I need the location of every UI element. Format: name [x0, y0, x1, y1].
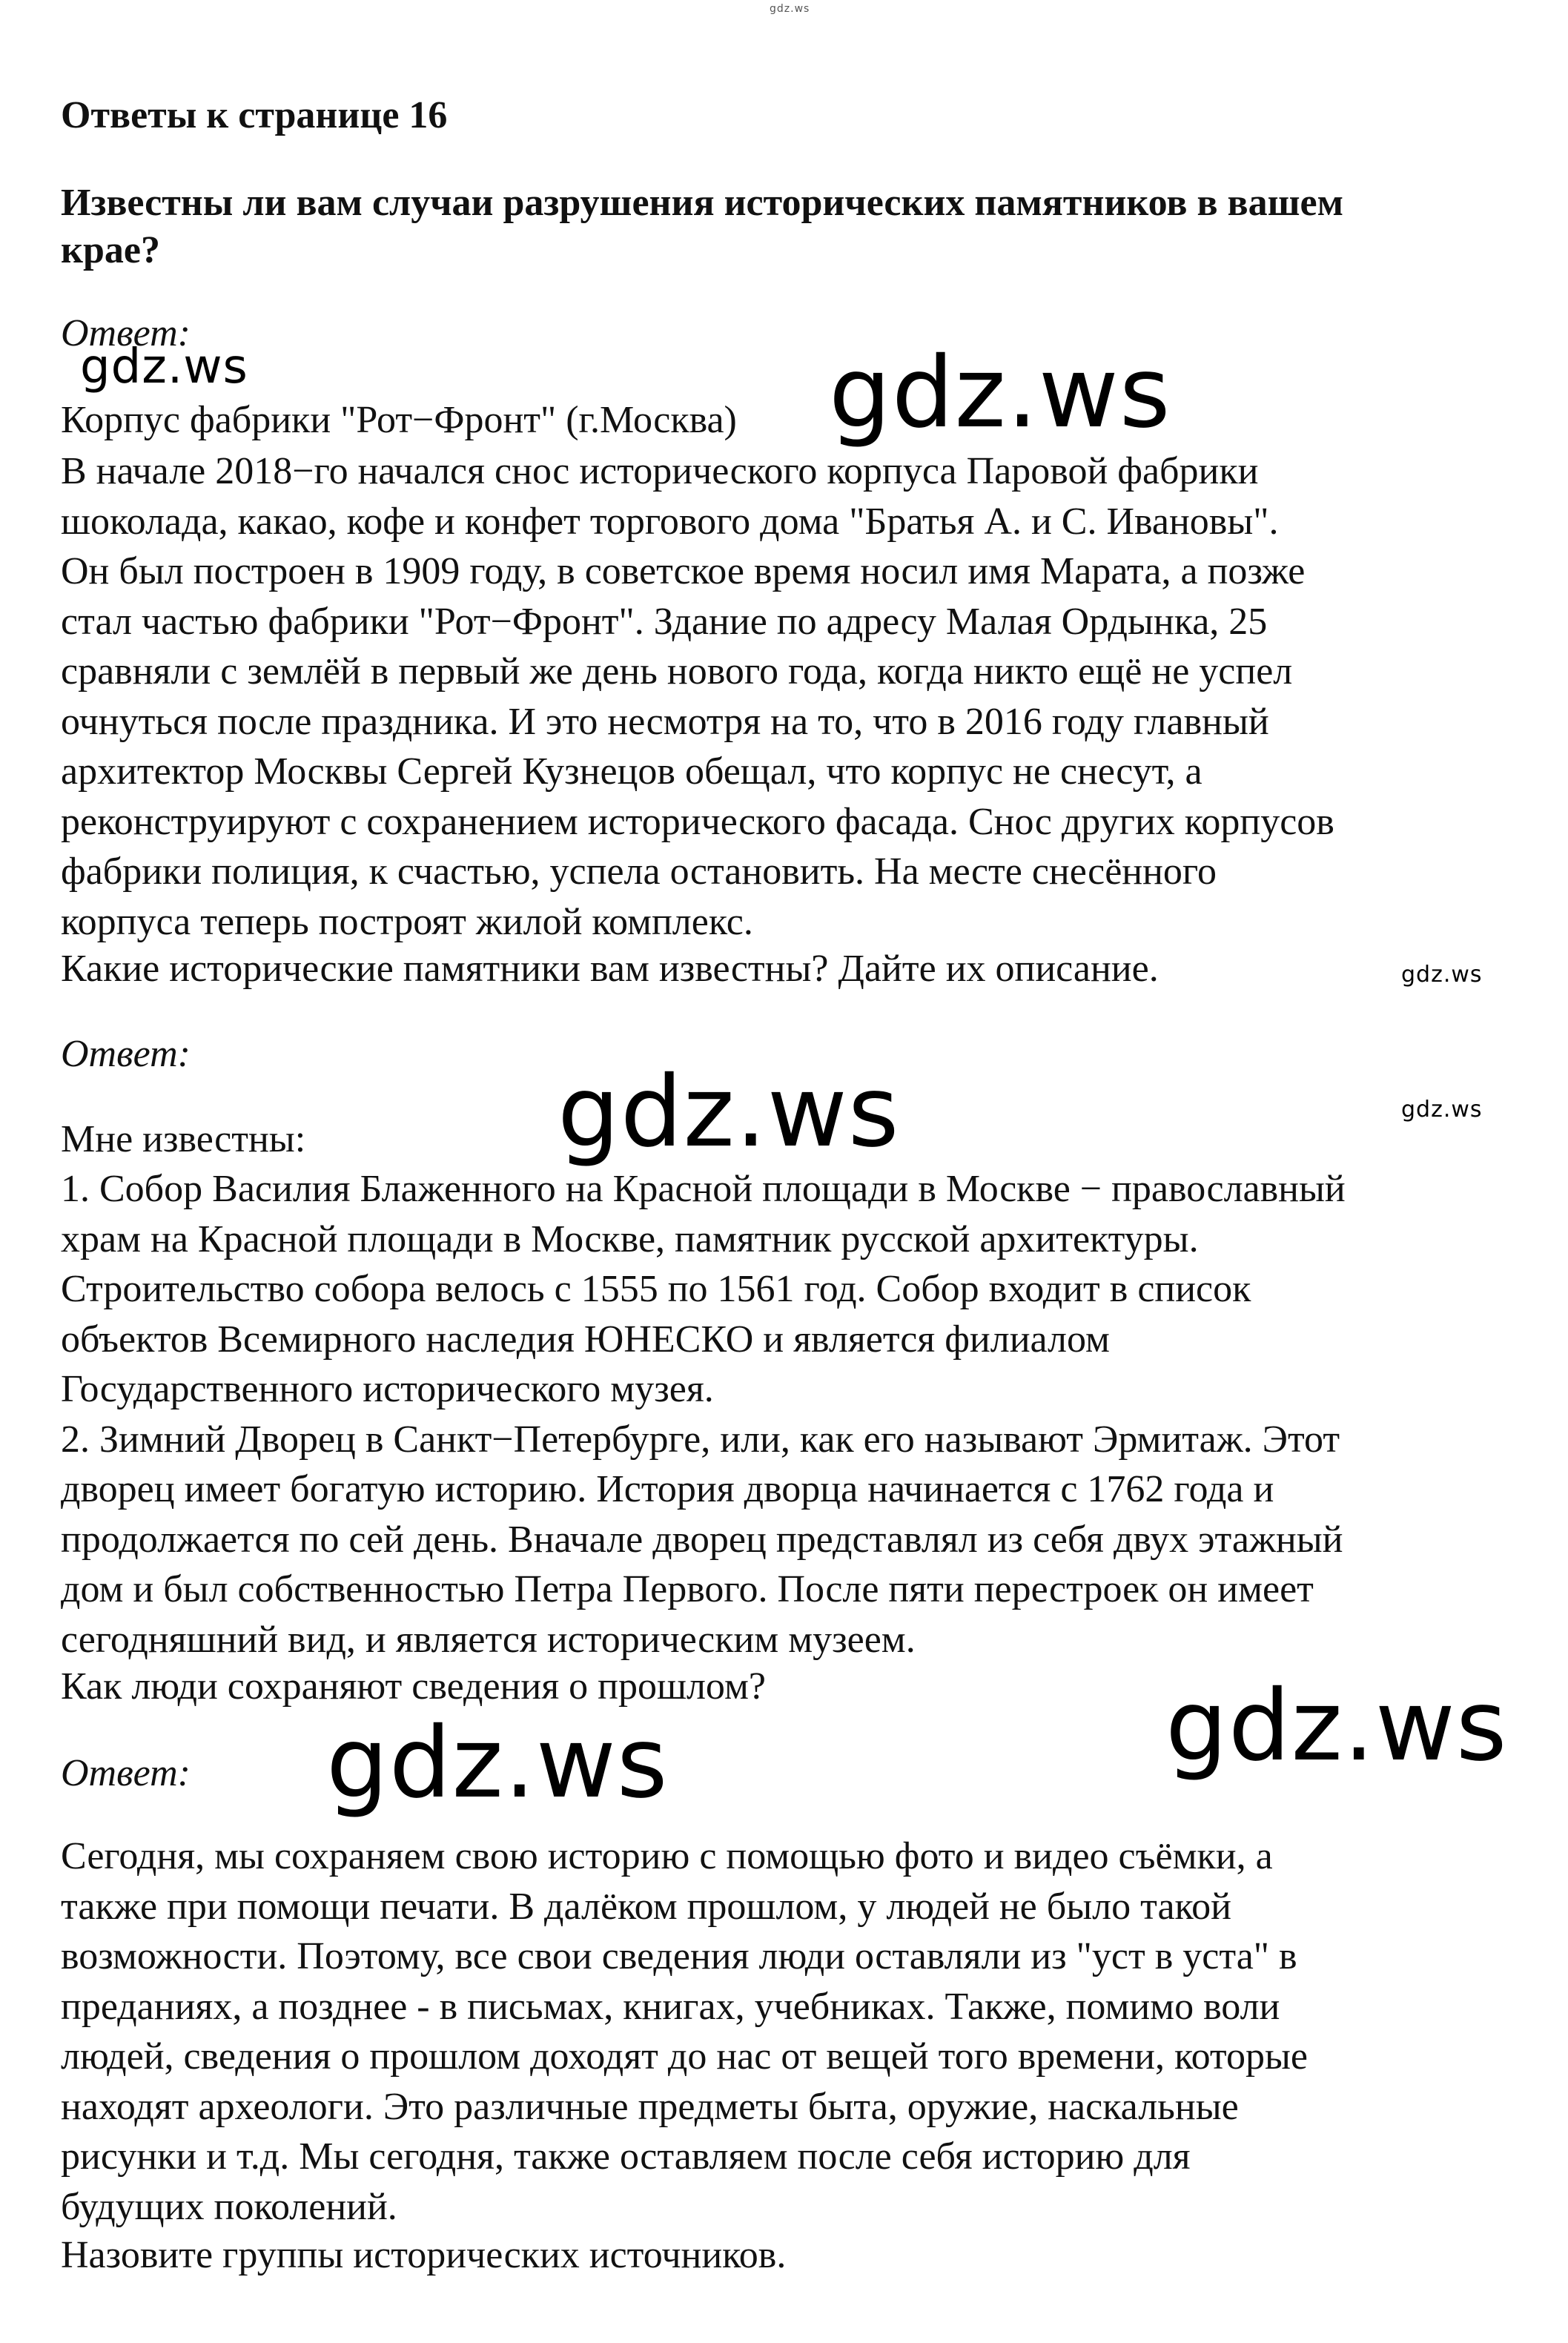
answer-2-line: 1. Собор Василия Блаженного на Красной площади в Москве − православный — [61, 1168, 1346, 1210]
watermark-3: gdz.ws — [1401, 962, 1483, 988]
watermark-5: gdz.ws — [1401, 1097, 1483, 1123]
answer-3-text — [61, 1831, 1529, 2232]
answer-1-line: фабрики полиция, к счастью, успела остановить. На месте снесённого — [61, 850, 1217, 893]
answer-2-line: продолжается по сей день. Вначале дворец представлял из себя двух этажный — [61, 1518, 1343, 1561]
answer-1-line: сравняли с землёй в первый же день нового года, когда никто ещё не успел — [61, 650, 1293, 693]
answer-1-line: архитектор Москвы Сергей Кузнецов обещал, что корпус не снесут, а — [61, 750, 1203, 793]
answer-3-line: возможности. Поэтому, все свои сведения люди оставляли из "уст в уста" в — [61, 1935, 1297, 1977]
answer-3-line: находят археологи. Это различные предметы быта, оружие, наскальные — [61, 2085, 1239, 2128]
question-1 — [61, 179, 1343, 274]
answer-2-line: сегодняшний вид, и является историческим музеем. — [61, 1618, 916, 1661]
watermark-4: gdz.ws — [558, 1055, 900, 1169]
answer-3-line: рисунки и т.д. Мы сегодня, также оставляем после себя историю для — [61, 2135, 1191, 2178]
watermark-1: gdz.ws — [80, 340, 248, 394]
answer-1-heading: Корпус фабрики "Рот−Фронт" (г.Москва) — [61, 399, 737, 441]
answer-3-line: будущих поколений. — [61, 2185, 397, 2228]
answer-3-line: преданиях, а позднее - в письмах, книгах, учебниках. Также, помимо воли — [61, 1985, 1280, 2028]
watermark-top: gdz.ws — [770, 3, 810, 15]
answer-2-line: Строительство собора велось с 1555 по 1561 год. Собор входит в список — [61, 1268, 1251, 1310]
answer-label-3: Ответ: — [61, 1752, 191, 1794]
question-4: Назовите группы исторических источников. — [61, 2234, 787, 2276]
answer-1-line: реконструируют с сохранением исторического фасада. Снос других корпусов — [61, 800, 1334, 843]
watermark-2: gdz.ws — [829, 336, 1171, 450]
watermark-7: gdz.ws — [326, 1706, 669, 1820]
answer-1-line: Он был построен в 1909 году, в советское время носил имя Марата, а позже — [61, 550, 1306, 592]
page-title: Ответы к странице 16 — [61, 94, 448, 136]
answer-1-text — [61, 446, 1529, 947]
answer-label-2: Ответ: — [61, 1033, 191, 1075]
answer-2-intro: Мне известны: — [61, 1118, 306, 1160]
answer-3-line: людей, сведения о прошлом доходят до нас от вещей того времени, которые — [61, 2035, 1308, 2078]
answer-2-line: Государственного исторического музея. — [61, 1368, 714, 1410]
answer-2-line: дом и был собственностью Петра Первого. После пяти перестроек он имеет — [61, 1568, 1314, 1610]
answer-2-line: дворец имеет богатую историю. История дворца начинается с 1762 года и — [61, 1468, 1274, 1510]
answer-2-text — [61, 1164, 1529, 1665]
answer-2-line: храм на Красной площади в Москве, памятник русской архитектуры. — [61, 1217, 1199, 1260]
answer-3-line: Сегодня, мы сохраняем свою историю с помощью фото и видео съёмки, а — [61, 1835, 1273, 1877]
watermark-6: gdz.ws — [1165, 1669, 1508, 1783]
question-2: Какие исторические памятники вам известны? Дайте их описание. — [61, 948, 1159, 990]
answer-2-line: 2. Зимний Дворец в Санкт−Петербурге, или, как его называют Эрмитаж. Этот — [61, 1418, 1340, 1461]
answer-label-1: Ответ: — [61, 312, 191, 354]
answer-1-line: стал частью фабрики "Рот−Фронт". Здание по адресу Малая Ордынка, 25 — [61, 600, 1268, 643]
answer-1-line: шоколада, какао, кофе и конфет торгового дома "Братья А. и С. Ивановы". — [61, 500, 1279, 543]
answer-3-line: также при помощи печати. В далёком прошлом, у людей не было такой — [61, 1885, 1231, 1928]
question-1-line-1: Известны ли вам случаи разрушения исторических памятников в вашем — [61, 182, 1344, 224]
question-3: Как люди сохраняют сведения о прошлом? — [61, 1665, 766, 1708]
answer-1-line: В начале 2018−го начался снос исторического корпуса Паровой фабрики — [61, 450, 1259, 492]
question-1-line-2: крае? — [61, 229, 160, 271]
answer-2-line: объектов Всемирного наследия ЮНЕСКО и является филиалом — [61, 1318, 1110, 1361]
answer-1-line: очнуться после праздника. И это несмотря на то, что в 2016 году главный — [61, 700, 1269, 743]
answer-1-line: корпуса теперь построят жилой комплекс. — [61, 900, 753, 943]
